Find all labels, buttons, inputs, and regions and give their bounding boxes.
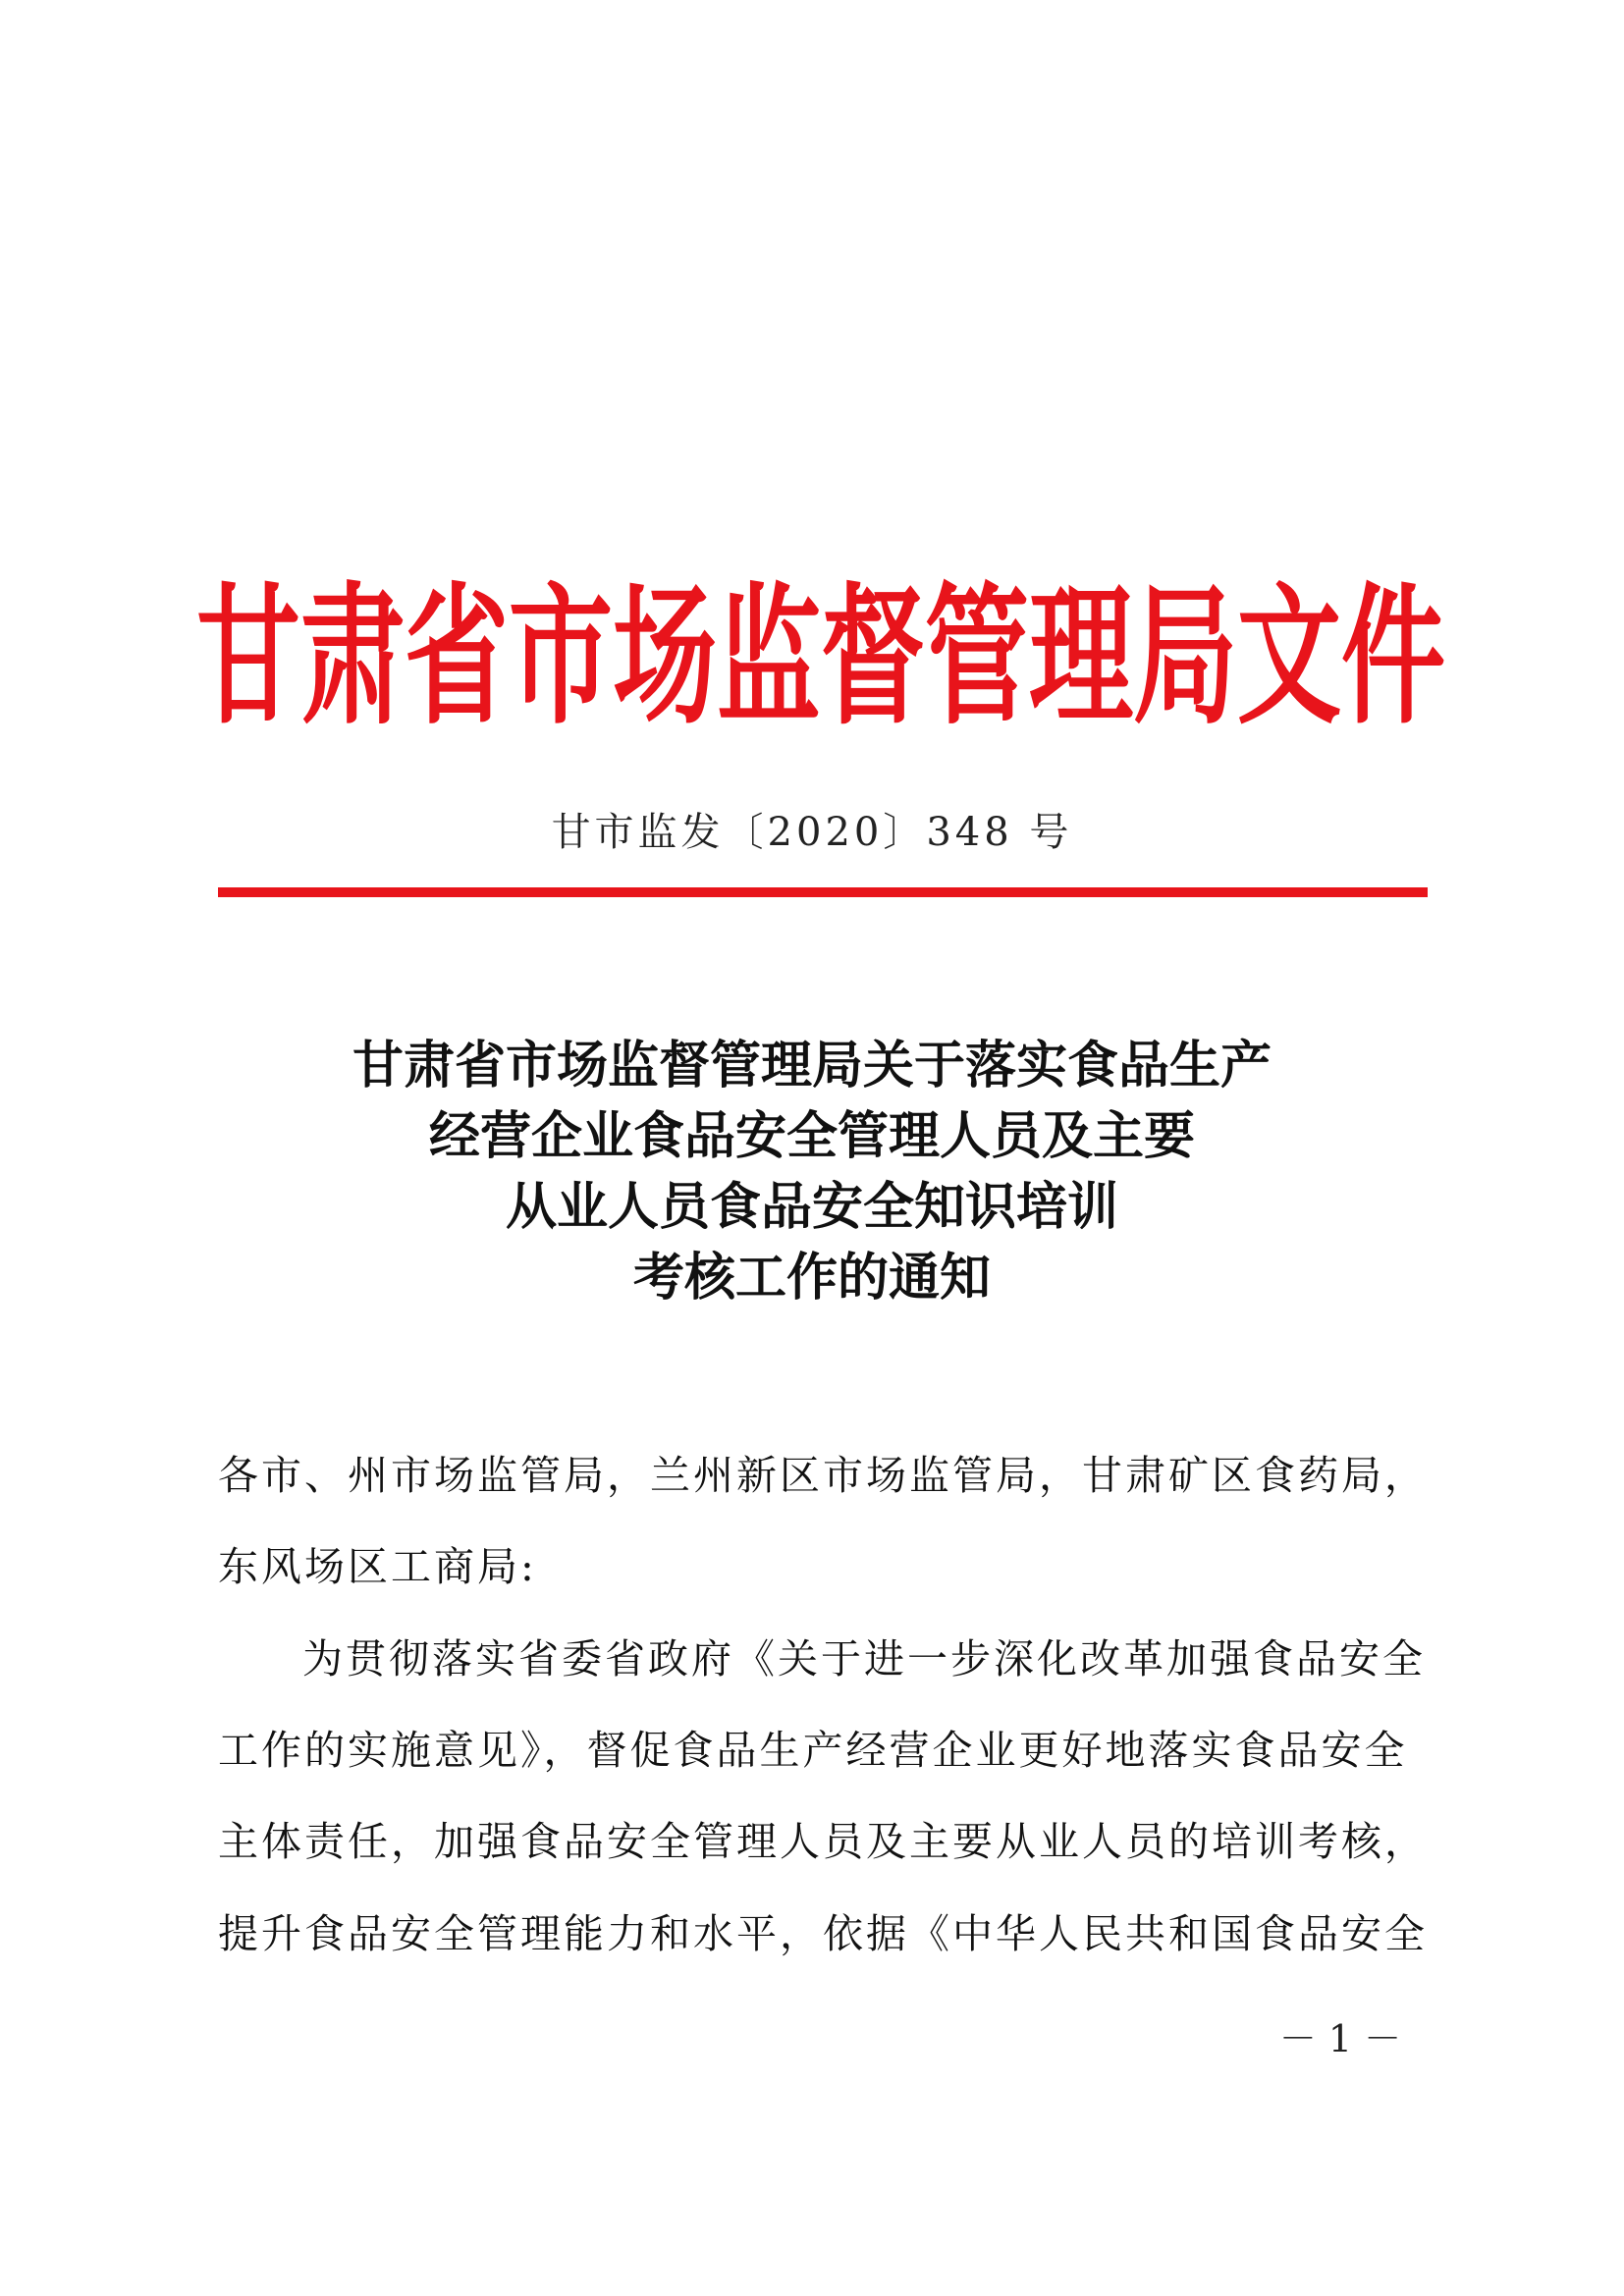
addressee-line: 东风场区工商局: (218, 1543, 537, 1590)
notice-title (0, 1031, 1624, 1313)
title-line: 经营企业食品安全管理人员及主要 (428, 1106, 1195, 1166)
title-line: 从业人员食品安全知识培训 (505, 1177, 1118, 1237)
page-number: － 1 － (1278, 2017, 1402, 2060)
body-paragraph-line: 提升食品安全管理能力和水平，依据《中华人民共和国食品安全 (218, 1910, 1428, 1957)
body-paragraph-line: 为贯彻落实省委省政府《关于进一步深化改革加强食品安全 (302, 1635, 1426, 1682)
masthead-title: 甘肃省市场监督管理局文件 (196, 569, 1445, 745)
body-paragraph-line: 主体责任，加强食品安全管理人员及主要从业人员的培训考核， (218, 1818, 1428, 1865)
document-number: 甘市监发〔2020〕348 号 (551, 810, 1073, 855)
title-line: 考核工作的通知 (632, 1248, 991, 1308)
title-line: 甘肃省市场监督管理局关于落实食品生产 (352, 1036, 1272, 1095)
addressee-line: 各市、州市场监管局，兰州新区市场监管局，甘肃矿区食药局， (218, 1452, 1428, 1499)
body-paragraph-line: 工作的实施意见》，督促食品生产经营企业更好地落实食品安全 (218, 1727, 1408, 1774)
red-divider-line (218, 887, 1428, 897)
